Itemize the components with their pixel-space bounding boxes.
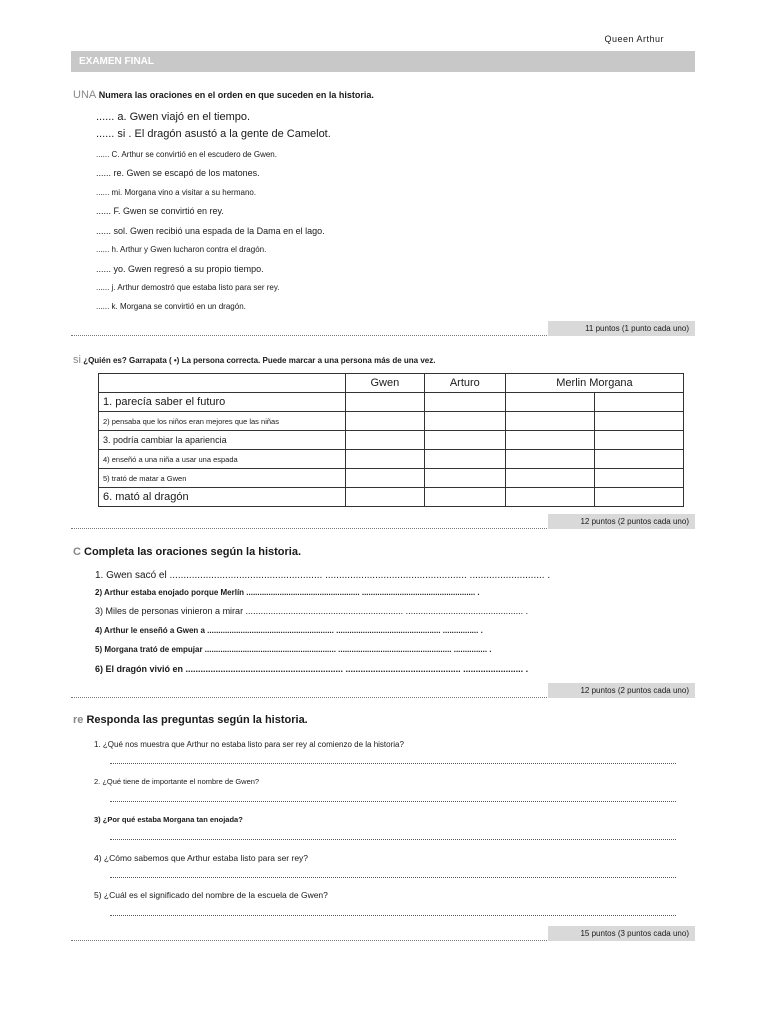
table-row-question: 2) pensaba que los niños eran mejores que las niñas: [99, 412, 346, 431]
list-item: ...... yo. Gwen regresó a su propio tiempo.: [96, 264, 264, 274]
list-item: ...... mi. Morgana vino a visitar a su hermano.: [96, 188, 257, 197]
checkbox-cell[interactable]: [594, 450, 683, 469]
table-header-empty: [99, 374, 346, 393]
question-text: 5) ¿Cuál es el significado del nombre de la escuela de Gwen?: [94, 890, 328, 900]
completion-line[interactable]: 4) Arthur le enseñó a Gwen a ......................................................... ............................................... ................ .: [95, 626, 483, 635]
checkbox-cell[interactable]: [346, 431, 425, 450]
checkbox-cell[interactable]: [346, 450, 425, 469]
question-text: 2. ¿Qué tiene de importante el nombre de Gwen?: [94, 777, 260, 786]
checkbox-cell[interactable]: [594, 488, 683, 507]
section-d-heading: [73, 714, 308, 726]
table-row: [99, 393, 684, 412]
answer-line[interactable]: [110, 763, 676, 764]
checkbox-cell[interactable]: [505, 431, 594, 450]
checkbox-cell[interactable]: [424, 469, 505, 488]
checkbox-cell[interactable]: [346, 412, 425, 431]
section-b-heading: [73, 354, 435, 366]
table-row-question: 4) enseñó a una niña a usar una espada: [99, 450, 346, 469]
section-b-score-text: 12 puntos (2 puntos cada uno): [580, 517, 689, 526]
section-b-instruction: ¿Quién es? Garrapata ( •) La persona correcta. Puede marcar a una persona más de una vez.: [83, 356, 436, 365]
checkbox-cell[interactable]: [505, 412, 594, 431]
section-a-score-text: 11 puntos (1 punto cada uno): [585, 324, 689, 333]
section-c-tag: C: [73, 546, 81, 558]
checkbox-cell[interactable]: [505, 469, 594, 488]
list-item: ...... C. Arthur se convirtió en el escudero de Gwen.: [96, 150, 277, 159]
list-item: ...... h. Arthur y Gwen lucharon contra el dragón.: [96, 245, 267, 254]
answer-line[interactable]: [110, 915, 676, 916]
answer-line[interactable]: [110, 801, 676, 802]
section-divider: [71, 335, 621, 336]
section-d-tag: re: [73, 714, 84, 726]
question-text: 1. ¿Qué nos muestra que Arthur no estaba listo para ser rey al comienzo de la historia?: [94, 740, 404, 749]
table-header-row: [99, 374, 684, 393]
checkbox-cell[interactable]: [594, 431, 683, 450]
section-c-score: [548, 683, 695, 698]
column-merlin-morgana: Merlin Morgana: [505, 374, 683, 393]
exam-banner-label: EXAMEN FINAL: [79, 56, 154, 67]
list-item: ...... si . El dragón asustó a la gente de Camelot.: [96, 128, 331, 140]
section-d-score-text: 15 puntos (3 puntos cada uno): [580, 929, 689, 938]
section-a-tag: UNA: [73, 89, 97, 101]
question-text: 4) ¿Cómo sabemos que Arthur estaba listo para ser rey?: [94, 853, 309, 863]
checkbox-cell[interactable]: [346, 488, 425, 507]
section-d-score: [548, 926, 695, 941]
table-row: [99, 431, 684, 450]
section-a-instruction: Numera las oraciones en el orden en que suceden en la historia.: [98, 90, 374, 100]
checkbox-cell[interactable]: [594, 393, 683, 412]
list-item: ...... re. Gwen se escapó de los matones.: [96, 168, 260, 178]
checkbox-cell[interactable]: [346, 469, 425, 488]
checkbox-cell[interactable]: [594, 469, 683, 488]
checkbox-cell[interactable]: [424, 412, 505, 431]
checkbox-cell[interactable]: [505, 488, 594, 507]
completion-line[interactable]: 3) Miles de personas vinieron a mirar ............................................................... ............................................... .: [95, 606, 529, 616]
table-row: [99, 450, 684, 469]
completion-line[interactable]: 1. Gwen sacó el ....................................................... ................................................... ........................... .: [95, 570, 551, 581]
question-text: 3) ¿Por qué estaba Morgana tan enojada?: [94, 815, 243, 824]
table-row: [99, 469, 684, 488]
section-b-tag: si: [73, 354, 81, 366]
section-c-instruction: Completa las oraciones según la historia.: [84, 546, 302, 558]
section-c-score-text: 12 puntos (2 puntos cada uno): [580, 686, 689, 695]
section-b-score: [548, 514, 695, 529]
table-row-question: 6. mató al dragón: [99, 488, 346, 507]
table-row: [99, 488, 684, 507]
section-divider: [71, 697, 621, 698]
table-row: [99, 412, 684, 431]
list-item: ...... k. Morgana se convirtió en un dragón.: [96, 302, 246, 311]
section-d-instruction: Responda las preguntas según la historia.: [86, 714, 308, 726]
checkbox-cell[interactable]: [424, 431, 505, 450]
exam-banner: [71, 51, 695, 72]
checkbox-cell[interactable]: [346, 393, 425, 412]
section-divider: [71, 528, 621, 529]
answer-line[interactable]: [110, 877, 676, 878]
document-title: Queen Arthur: [604, 34, 664, 44]
who-is-it-table: [98, 373, 684, 507]
completion-line[interactable]: 2) Arthur estaba enojado porque Merlín ................................................... ................................................... .: [95, 588, 480, 597]
table-row-question: 1. parecía saber el futuro: [99, 393, 346, 412]
checkbox-cell[interactable]: [424, 393, 505, 412]
column-arturo: Arturo: [424, 374, 505, 393]
checkbox-cell[interactable]: [424, 450, 505, 469]
column-gwen: Gwen: [346, 374, 425, 393]
checkbox-cell[interactable]: [505, 450, 594, 469]
list-item: ...... a. Gwen viajó en el tiempo.: [96, 111, 251, 123]
list-item: ...... F. Gwen se convirtió en rey.: [96, 206, 224, 216]
table-row-question: 5) trató de matar a Gwen: [99, 469, 346, 488]
section-c-heading: [73, 546, 301, 558]
section-a-score: [548, 321, 695, 336]
checkbox-cell[interactable]: [505, 393, 594, 412]
completion-line[interactable]: 6) El dragón vivió en ............................................................... .............................................. ........................ .: [95, 664, 529, 674]
section-divider: [71, 940, 621, 941]
checkbox-cell[interactable]: [424, 488, 505, 507]
list-item: ...... sol. Gwen recibió una espada de la Dama en el lago.: [96, 226, 325, 236]
list-item: ...... j. Arthur demostró que estaba listo para ser rey.: [96, 283, 280, 292]
checkbox-cell[interactable]: [594, 412, 683, 431]
table-row-question: 3. podría cambiar la apariencia: [99, 431, 346, 450]
completion-line[interactable]: 5) Morgana trató de empujar ........................................................... ................................................... ............... .: [95, 645, 492, 654]
answer-line[interactable]: [110, 839, 676, 840]
section-a-heading: [73, 89, 374, 101]
